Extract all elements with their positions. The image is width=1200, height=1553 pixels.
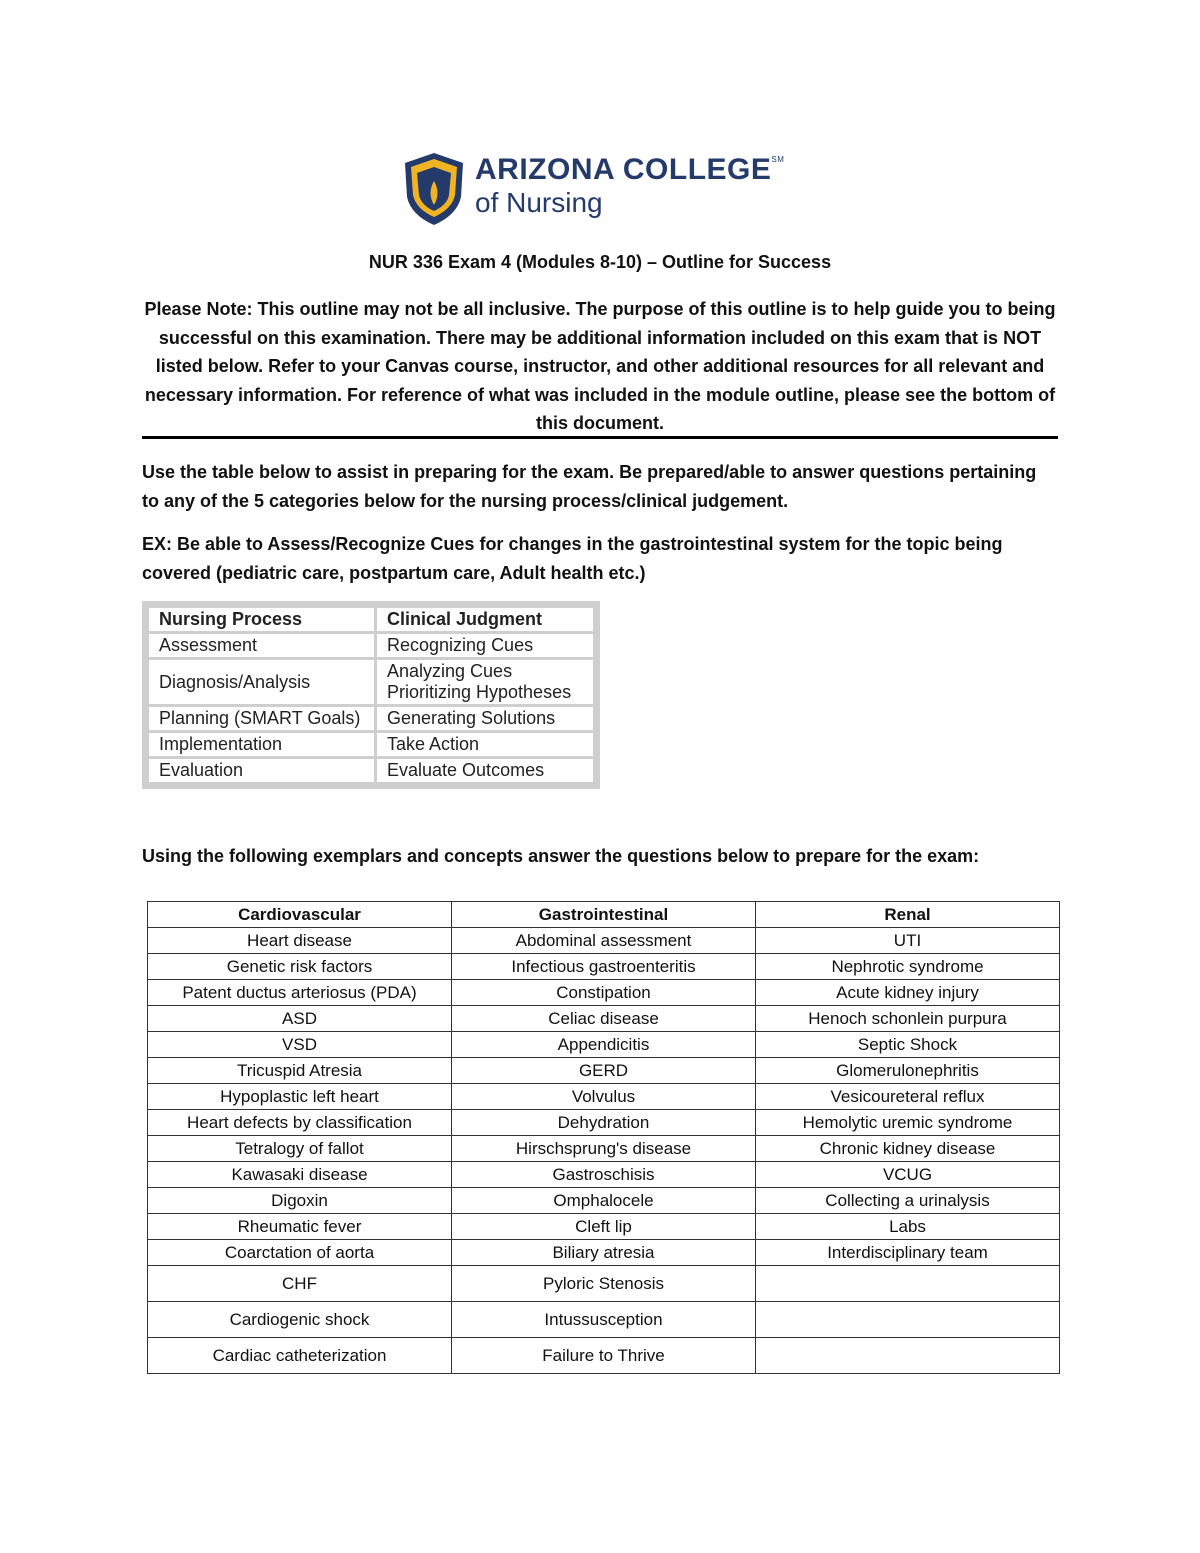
divider xyxy=(142,436,1058,439)
table-cell: Volvulus xyxy=(452,1084,756,1110)
table-cell: Infectious gastroenteritis xyxy=(452,954,756,980)
table-cell: Vesicoureteral reflux xyxy=(756,1084,1060,1110)
college-logo xyxy=(403,151,803,229)
table-row xyxy=(148,1136,1060,1162)
table-cell: Hemolytic uremic syndrome xyxy=(756,1110,1060,1136)
table-cell: Henoch schonlein purpura xyxy=(756,1006,1060,1032)
nursing-process-table xyxy=(142,601,600,789)
table-cell: Planning (SMART Goals) xyxy=(149,707,374,730)
header-cell: Cardiovascular xyxy=(148,902,452,928)
example-paragraph: EX: Be able to Assess/Recognize Cues for changes in the gastrointestinal system for the topic being covered (pediatric care, postpartum care, Adult health etc.) xyxy=(142,534,1003,583)
table-row xyxy=(148,980,1060,1006)
table-cell xyxy=(756,1338,1060,1374)
table-row xyxy=(148,1214,1060,1240)
table-row xyxy=(148,1266,1060,1302)
table-cell: Interdisciplinary team xyxy=(756,1240,1060,1266)
table-cell: Gastroschisis xyxy=(452,1162,756,1188)
table-cell: Coarctation of aorta xyxy=(148,1240,452,1266)
table-cell: Labs xyxy=(756,1214,1060,1240)
table-row xyxy=(148,928,1060,954)
header-cell: Clinical Judgment xyxy=(377,608,593,631)
table-cell: Digoxin xyxy=(148,1188,452,1214)
table-cell: Generating Solutions xyxy=(377,707,593,730)
table-row xyxy=(148,1302,1060,1338)
table-row xyxy=(148,1032,1060,1058)
cell-line: Prioritizing Hypotheses xyxy=(387,682,572,702)
table-cell: Chronic kidney disease xyxy=(756,1136,1060,1162)
table-cell: Pyloric Stenosis xyxy=(452,1266,756,1302)
cell-line: Analyzing Cues xyxy=(387,661,513,681)
table-cell: Implementation xyxy=(149,733,374,756)
table-cell: Hypoplastic left heart xyxy=(148,1084,452,1110)
table-cell: Constipation xyxy=(452,980,756,1006)
table-cell: Heart disease xyxy=(148,928,452,954)
table-cell: Genetic risk factors xyxy=(148,954,452,980)
table-cell: Take Action xyxy=(377,733,593,756)
table-cell: Omphalocele xyxy=(452,1188,756,1214)
exemplars-heading: Using the following exemplars and concepts answer the questions below to prepare for the exam: xyxy=(142,846,980,866)
table-cell: Tetralogy of fallot xyxy=(148,1136,452,1162)
header-cell: Renal xyxy=(756,902,1060,928)
logo-line1: ARIZONA COLLEGE℠ xyxy=(475,153,785,186)
table-row xyxy=(148,1110,1060,1136)
table-cell: UTI xyxy=(756,928,1060,954)
table-cell: Patent ductus arteriosus (PDA) xyxy=(148,980,452,1006)
table-cell: Rheumatic fever xyxy=(148,1214,452,1240)
table-cell: Acute kidney injury xyxy=(756,980,1060,1006)
table-cell: Recognizing Cues xyxy=(377,634,593,657)
table-cell: VSD xyxy=(148,1032,452,1058)
table-cell: Assessment xyxy=(149,634,374,657)
table-row xyxy=(149,707,593,730)
table-cell: Appendicitis xyxy=(452,1032,756,1058)
table-cell: Collecting a urinalysis xyxy=(756,1188,1060,1214)
table-cell: ASD xyxy=(148,1006,452,1032)
table-row xyxy=(148,1240,1060,1266)
table-cell: Hirschsprung's disease xyxy=(452,1136,756,1162)
table-row xyxy=(149,759,593,782)
table-row xyxy=(149,634,593,657)
table-row xyxy=(148,1058,1060,1084)
table-row xyxy=(149,733,593,756)
table-cell: CHF xyxy=(148,1266,452,1302)
table-row xyxy=(149,660,593,704)
please-note: Please Note: This outline may not be all inclusive. The purpose of this outline is to help guide you to being successful on this examination. There may be additional information included on this exam that is NOT listed below. Refer to your Canvas course, instructor, and other additional resources for all relevant and necessary information. For reference of what was included in the module outline, please see the bottom of this document. xyxy=(144,299,1056,433)
table-row xyxy=(148,1162,1060,1188)
logo-line2: of Nursing xyxy=(475,187,603,218)
table-cell: Cleft lip xyxy=(452,1214,756,1240)
table-cell: Evaluation xyxy=(149,759,374,782)
table-cell: Tricuspid Atresia xyxy=(148,1058,452,1084)
document-title: NUR 336 Exam 4 (Modules 8-10) – Outline for Success xyxy=(368,252,832,272)
table-cell: GERD xyxy=(452,1058,756,1084)
table-row xyxy=(148,954,1060,980)
table-cell: Biliary atresia xyxy=(452,1240,756,1266)
table-cell: Septic Shock xyxy=(756,1032,1060,1058)
table-cell: Heart defects by classification xyxy=(148,1110,452,1136)
table-cell: Cardiogenic shock xyxy=(148,1302,452,1338)
table-header-row xyxy=(149,608,593,631)
shield-icon xyxy=(403,151,465,227)
table-cell xyxy=(377,660,593,704)
table-cell: Kawasaki disease xyxy=(148,1162,452,1188)
table-cell: Celiac disease xyxy=(452,1006,756,1032)
table-cell: Abdominal assessment xyxy=(452,928,756,954)
table-row xyxy=(148,1084,1060,1110)
table-cell: Glomerulonephritis xyxy=(756,1058,1060,1084)
instructions-paragraph: Use the table below to assist in preparing for the exam. Be prepared/able to answer questions pertaining to any of the 5 categories below for the nursing process/clinical judgement. xyxy=(142,462,1037,511)
exemplars-table xyxy=(147,901,1060,1374)
header-cell: Nursing Process xyxy=(149,608,374,631)
table-cell: VCUG xyxy=(756,1162,1060,1188)
table-header-row xyxy=(148,902,1060,928)
table-row xyxy=(148,1188,1060,1214)
table-cell xyxy=(756,1266,1060,1302)
table-cell: Diagnosis/Analysis xyxy=(149,660,374,704)
table-cell: Cardiac catheterization xyxy=(148,1338,452,1374)
table-row xyxy=(148,1338,1060,1374)
header-cell: Gastrointestinal xyxy=(452,902,756,928)
table-cell: Evaluate Outcomes xyxy=(377,759,593,782)
table-cell: Dehydration xyxy=(452,1110,756,1136)
table-cell: Nephrotic syndrome xyxy=(756,954,1060,980)
table-cell: Failure to Thrive xyxy=(452,1338,756,1374)
table-cell: Intussusception xyxy=(452,1302,756,1338)
table-row xyxy=(148,1006,1060,1032)
table-cell xyxy=(756,1302,1060,1338)
